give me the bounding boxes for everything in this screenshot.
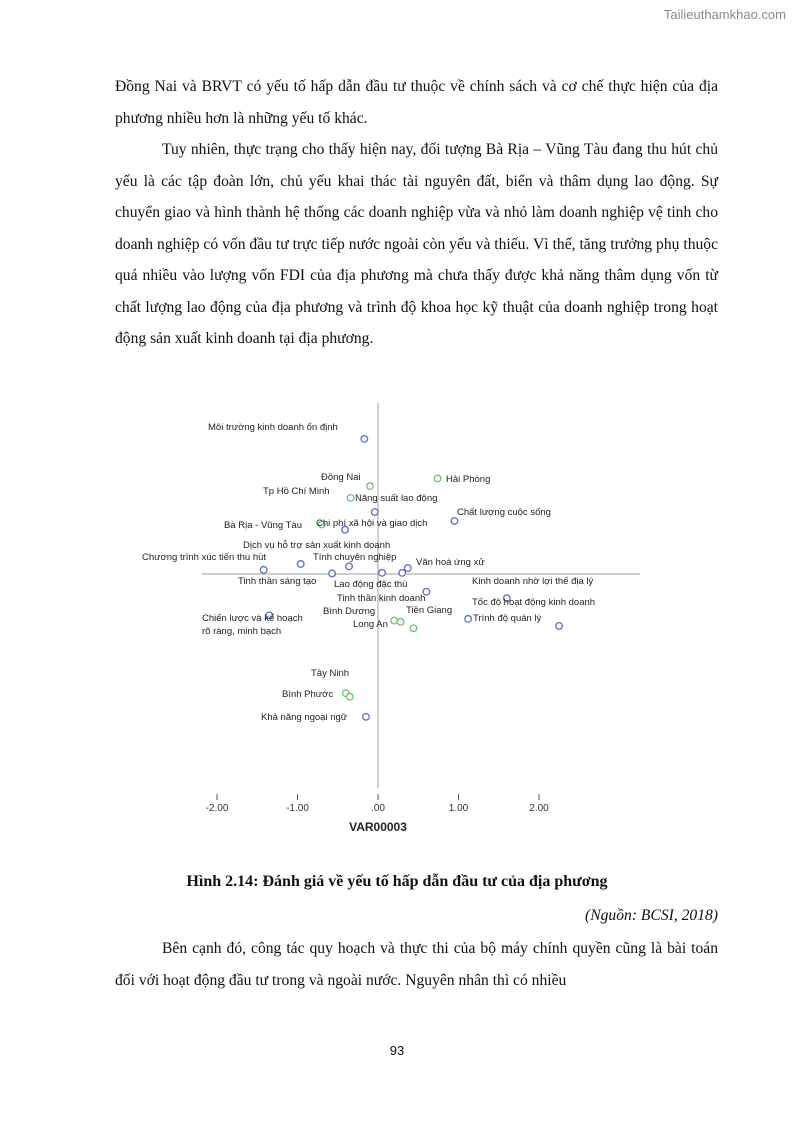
point-label: Tinh thần kinh doanh bbox=[337, 593, 426, 604]
x-tick-label: 1.00 bbox=[448, 803, 469, 814]
point-label: Bà Rịa - Vũng Tàu bbox=[224, 520, 302, 531]
point-label: Trình độ quản lý bbox=[473, 613, 542, 624]
province-point bbox=[367, 483, 374, 490]
paragraph-intro: Đồng Nai và BRVT có yếu tố hấp dẫn đầu tư thuộc về chính sách và cơ chế thực hiện của địa phương nhiều hơn là những yếu tố khác. bbox=[115, 78, 718, 127]
factor-point bbox=[297, 561, 304, 568]
province-point bbox=[391, 617, 398, 624]
factor-point bbox=[361, 436, 368, 443]
point-label: Dịch vụ hỗ trợ sản xuất kinh doanh bbox=[243, 540, 391, 551]
scatter-chart bbox=[130, 398, 650, 838]
factor-point bbox=[404, 565, 411, 572]
paragraph-continuation: Bên cạnh đó, công tác quy hoạch và thực thi của bộ máy chính quyền cũng là bài toán đối với hoạt động đầu tư trong và ngoài nước. Nguyên nhân thì có nhiều bbox=[115, 940, 718, 989]
chart-point-labels bbox=[142, 422, 595, 723]
factor-point bbox=[260, 567, 267, 574]
factor-point bbox=[379, 570, 386, 577]
chart-x-axis-label: VAR00003 bbox=[349, 820, 407, 834]
province-point bbox=[347, 693, 354, 700]
x-tick-label: .00 bbox=[371, 803, 385, 814]
province-point bbox=[397, 618, 404, 625]
point-label: Tp Hồ Chí Minh bbox=[263, 486, 330, 497]
point-label: Tính chuyên nghiệp bbox=[313, 552, 397, 563]
factor-point bbox=[329, 570, 336, 577]
x-tick-label: -1.00 bbox=[286, 803, 309, 814]
point-label: Bình Dương bbox=[323, 606, 376, 617]
factor-point bbox=[556, 623, 563, 630]
province-point bbox=[347, 495, 354, 502]
point-label: Hải Phòng bbox=[446, 474, 491, 485]
point-label: Khả năng ngoại ngữ bbox=[261, 712, 348, 723]
province-point bbox=[410, 625, 417, 632]
point-label: Bình Phước bbox=[282, 689, 334, 700]
figure-caption: Hình 2.14: Đánh giá về yếu tố hấp dẫn đầu tư của địa phương bbox=[186, 873, 608, 890]
factor-point bbox=[451, 518, 458, 525]
point-label: Kinh doanh nhờ lợi thế địa lý bbox=[472, 576, 594, 587]
point-label: Chiến lược và kế hoạch bbox=[202, 613, 303, 624]
point-label: Đồng Nai bbox=[321, 472, 361, 483]
x-tick-label: -2.00 bbox=[205, 803, 229, 814]
point-label: rõ ràng, minh bạch bbox=[202, 626, 282, 637]
point-label: Môi trường kinh doanh ổn định bbox=[208, 422, 338, 433]
figure-source: (Nguồn: BCSI, 2018) bbox=[585, 907, 718, 924]
point-label: Năng suất lao động bbox=[355, 493, 438, 504]
point-label: Chất lượng cuộc sống bbox=[457, 507, 551, 518]
page-number: 93 bbox=[389, 1043, 405, 1058]
point-label: Chương trình xúc tiến thu hút bbox=[142, 552, 267, 563]
factor-point bbox=[465, 616, 472, 623]
factor-point bbox=[399, 570, 406, 577]
point-label: Văn hoá ứng xử bbox=[416, 557, 485, 568]
chart-x-ticks bbox=[206, 794, 550, 814]
point-label: Tiền Giang bbox=[406, 605, 453, 616]
point-label: Tốc độ hoạt động kinh doanh bbox=[472, 597, 596, 608]
paragraph-body: Tuy nhiên, thực trạng cho thấy hiện nay, đối tượng Bà Rịa – Vũng Tàu đang thu hút chủ yếu là các tập đoàn lớn, chủ yếu khai thác tài nguyên đất, biển và thâm dụng lao động. Sự chuyển giao và hình thành hệ thống các doanh nghiệp vừa và nhỏ làm doanh nghiệp vệ tinh cho doanh nghiệp có vốn đầu tư trực tiếp nước ngoài còn yếu và thiếu. Vì thế, tăng trưởng phụ thuộc quá nhiều vào lượng vốn FDI của địa phương mà chưa thấy được khả năng thâm dụng vốn từ chất lượng lao động của địa phương và trình độ khoa học kỹ thuật của doanh nghiệp trong hoạt động sản xuất kinh doanh tại địa phương. bbox=[115, 141, 718, 347]
point-label: Lao động đặc thù bbox=[334, 579, 408, 590]
factor-point bbox=[371, 509, 378, 516]
factor-point bbox=[363, 713, 370, 720]
province-point bbox=[434, 475, 441, 482]
point-label: Long An bbox=[353, 619, 388, 630]
watermark: Tailieuthamkhao.com bbox=[663, 7, 786, 22]
factor-point bbox=[346, 563, 353, 570]
point-label: Tây Ninh bbox=[311, 668, 350, 679]
point-label: Tinh thần sáng tạo bbox=[238, 576, 317, 587]
x-tick-label: 2.00 bbox=[529, 803, 549, 814]
point-label: Chi phí xã hội và giao dịch bbox=[316, 518, 428, 529]
